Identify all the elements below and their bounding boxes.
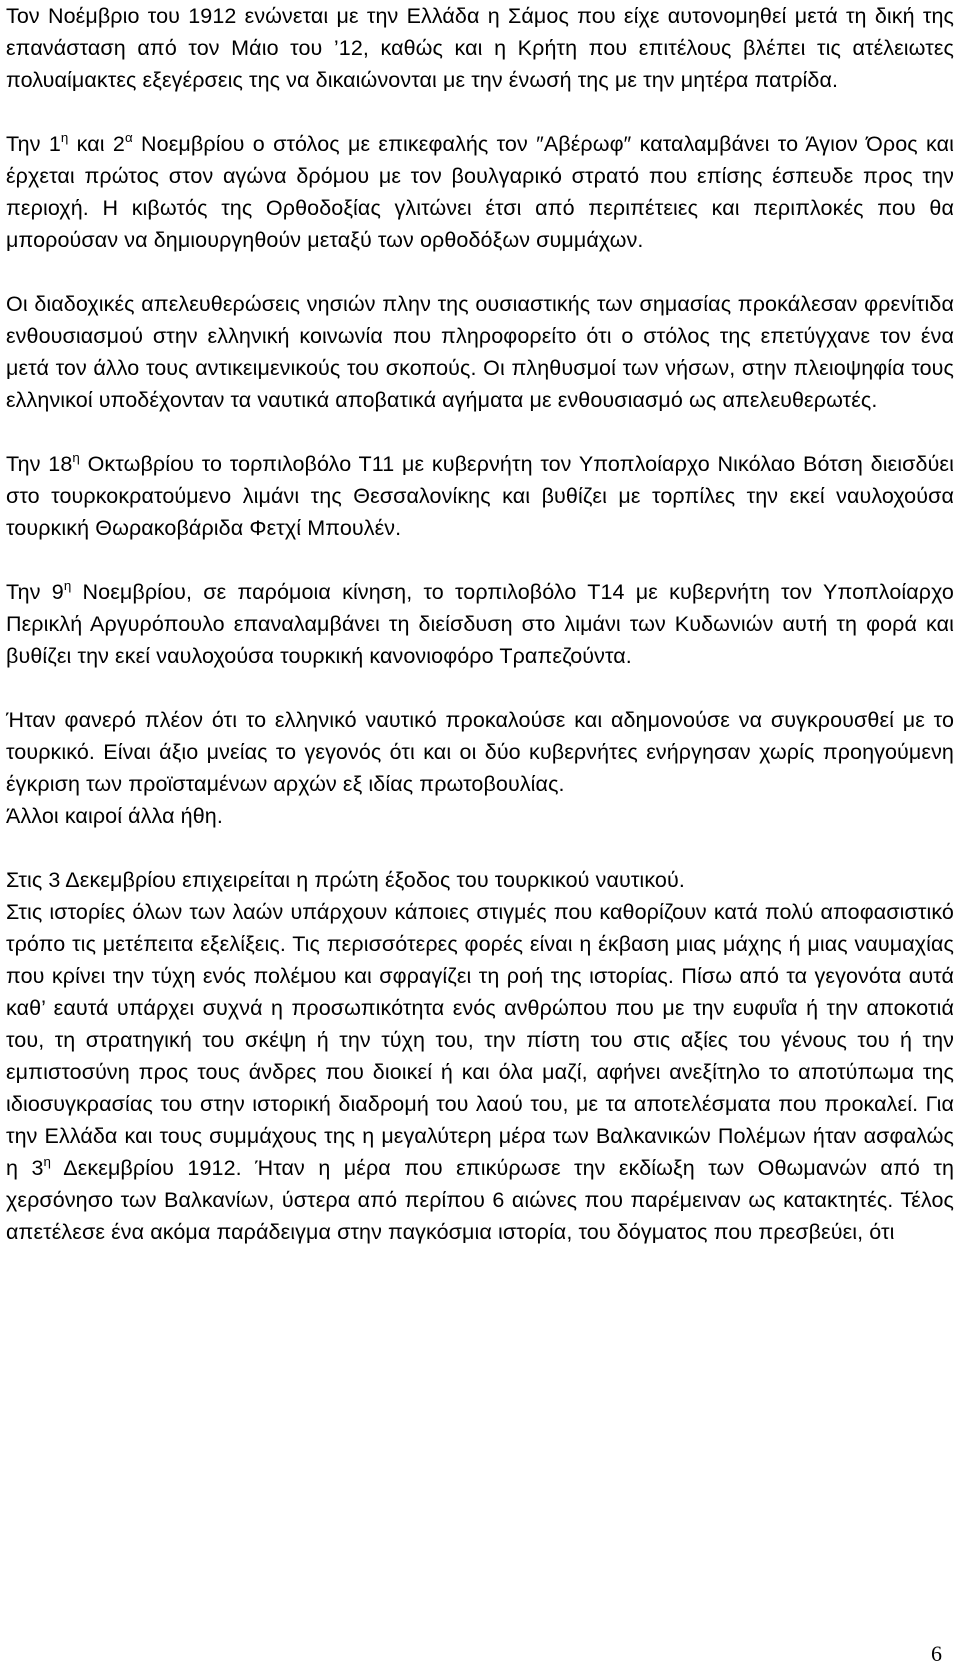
paragraph-text: Στις ιστορίες όλων των λαών υπάρχουν κάποιες στιγμές που καθορίζουν κατά πολύ αποφασιστικό τρόπο τις μετέπειτα εξελίξεις. Τις περισσότερες φορές είναι η έκβαση μιας μάχης ή μιας ναυμαχίας που κρίνει την τύχη ενός πολέμου και σφραγίζει τη ροή της ιστορίας. Πίσω από τα γεγονότα αυτά καθ’ εαυτά υπάρχει συχνά η προσωπικότητα ενός ανθρώπου που με την ευφυΐα ή την αποκοτιά του, τη στρατηγική του σκέψη ή την τύχη του, την πίστη του στις αξίες του γένους του ή την εμπιστοσύνη προς τους άνδρες που διοικεί ή και όλα μαζί, αφήνει ανεξίτηλο το αποτύπωμα της ιδιοσυγκρασίας του στην ιστορική διαδρομή του λαού του, με τα αποτελέσματα που προκαλεί. Για την Ελλάδα και τους συμμάχους της η μεγαλύτερη μέρα των Βαλκανικών Πολέμων ήταν ασφαλώς η 3 xyxy=(6,900,954,1180)
paragraph-text: Νοεμβρίου, σε παρόμοια κίνηση, το τορπιλοβόλο Τ14 με κυβερνήτη τον Υποπλοίαρχο Περικλή Αργυρόπουλο επαναλαμβάνει τη διείσδυση στο λιμάνι των Κυδωνιών αυτή τη φορά και βυθίζει την εκεί ναυλοχούσα τουρκική κανονιοφόρο Τραπεζούντα. xyxy=(6,580,954,668)
paragraph-gap xyxy=(6,672,954,704)
ordinal-superscript: η xyxy=(72,450,80,466)
document-body xyxy=(6,0,954,1248)
paragraph-other-times xyxy=(6,800,954,832)
ordinal-superscript: η xyxy=(43,1154,52,1170)
paragraph-text: Ήταν φανερό πλέον ότι το ελληνικό ναυτικό προκαλούσε και αδημονούσε να συγκρουσθεί με το τουρκικό. Είναι άξιο μνείας το γεγονός ότι και οι δύο κυβερνήτες ενήργησαν χωρίς προηγούμενη έγκριση των προϊσταμένων αρχών εξ ιδίας πρωτοβουλίας. xyxy=(6,708,954,796)
ordinal-superscript: α xyxy=(124,130,133,146)
paragraph-gap xyxy=(6,416,954,448)
paragraph-text-end: Δεκεμβρίου 1912. Ήταν η μέρα που επικύρωσε την εκδίωξη των Οθωμανών από τη χερσόνησο των Βαλκανίων, ύστερα από περίπου 6 αιώνες που παρέμειναν ως κατακτητές. Τέλος απετέλεσε ένα ακόμα παράδειγμα στην παγκόσμια ιστορία, του δόγματος που πρεσβεύει, ότι xyxy=(6,1156,954,1244)
paragraph-text: Οκτωβρίου το τορπιλοβόλο Τ11 με κυβερνήτη τον Υποπλοίαρχο Νικόλαο Βότση διεισδύει στο τουρκοκρατούμενο λιμάνι της Θεσσαλονίκης και βυθίζει με τορπίλες την εκεί ναυλοχούσα τουρκική Θωρακοβάριδα Φετχί Μπουλέν. xyxy=(6,452,954,540)
page-number: 6 xyxy=(931,1641,942,1666)
ordinal-superscript: η xyxy=(63,578,72,594)
paragraph-text: Τον Νοέμβριο του 1912 ενώνεται με την Ελλάδα η Σάμος που είχε αυτονομηθεί μετά τη δική της επανάσταση από τον Μάιο του ’12, καθώς και η Κρήτη που επιτέλους βλέπει τις ατέλειωτες πολυαίμακτες εξεγέρσεις της να δικαιώνονται με την ένωσή της με την μητέρα πατρίδα. xyxy=(6,4,954,92)
paragraph-gap xyxy=(6,544,954,576)
paragraph-island-liberations xyxy=(6,288,954,416)
paragraph-text: Στις 3 Δεκεμβρίου επιχειρείται η πρώτη έξοδος του τουρκικού ναυτικού. xyxy=(6,868,685,892)
paragraph-text-start: Την 1 xyxy=(6,132,61,156)
paragraph-gap xyxy=(6,96,954,128)
paragraph-torpedo-t11 xyxy=(6,448,954,544)
ordinal-superscript: η xyxy=(60,130,69,146)
paragraph-text: Οι διαδοχικές απελευθερώσεις νησιών πλην της ουσιαστικής των σημασίας προκάλεσαν φρενίτιδα ενθουσιασμού στην ελληνική κοινωνία που πληροφορείτο ότι ο στόλος της επετύγχανε τον ένα μετά τον άλλο τους αντικειμενικούς του σκοπούς. Οι πληθυσμοί των νήσων, στην πλειοψηφία τους ελληνικοί υποδέχονταν τα ναυτικά αποβατικά αγήματα με ενθουσιασμό ως απελευθερωτές. xyxy=(6,292,954,412)
paragraph-gap xyxy=(6,256,954,288)
paragraph-text-start: Την 9 xyxy=(6,580,64,604)
paragraph-first-sortie xyxy=(6,864,954,896)
paragraph-text: Άλλοι καιροί άλλα ήθη. xyxy=(6,804,223,828)
paragraph-text-mid: και 2 xyxy=(68,132,125,156)
paragraph-gap xyxy=(6,832,954,864)
paragraph-decisive-moments xyxy=(6,896,954,1248)
paragraph-mount-athos xyxy=(6,128,954,256)
paragraph-navy-eager xyxy=(6,704,954,800)
paragraph-text: Νοεμβρίου ο στόλος με επικεφαλής τον ″Αβέρωφ″ καταλαμβάνει το Άγιον Όρος και έρχεται πρώτος στον αγώνα δρόμου με τον βουλγαρικό στρατό που επίσης έσπευδε προς την περιοχή. Η κιβωτός της Ορθοδοξίας γλιτώνει έτσι από περιπέτειες και περιπλοκές που θα μπορούσαν να δημιουργηθούν μεταξύ των ορθοδόξων συμμάχων. xyxy=(6,132,955,252)
paragraph-samos-crete xyxy=(6,0,954,96)
paragraph-text-start: Την 18 xyxy=(6,452,73,476)
paragraph-torpedo-t14 xyxy=(6,576,954,672)
